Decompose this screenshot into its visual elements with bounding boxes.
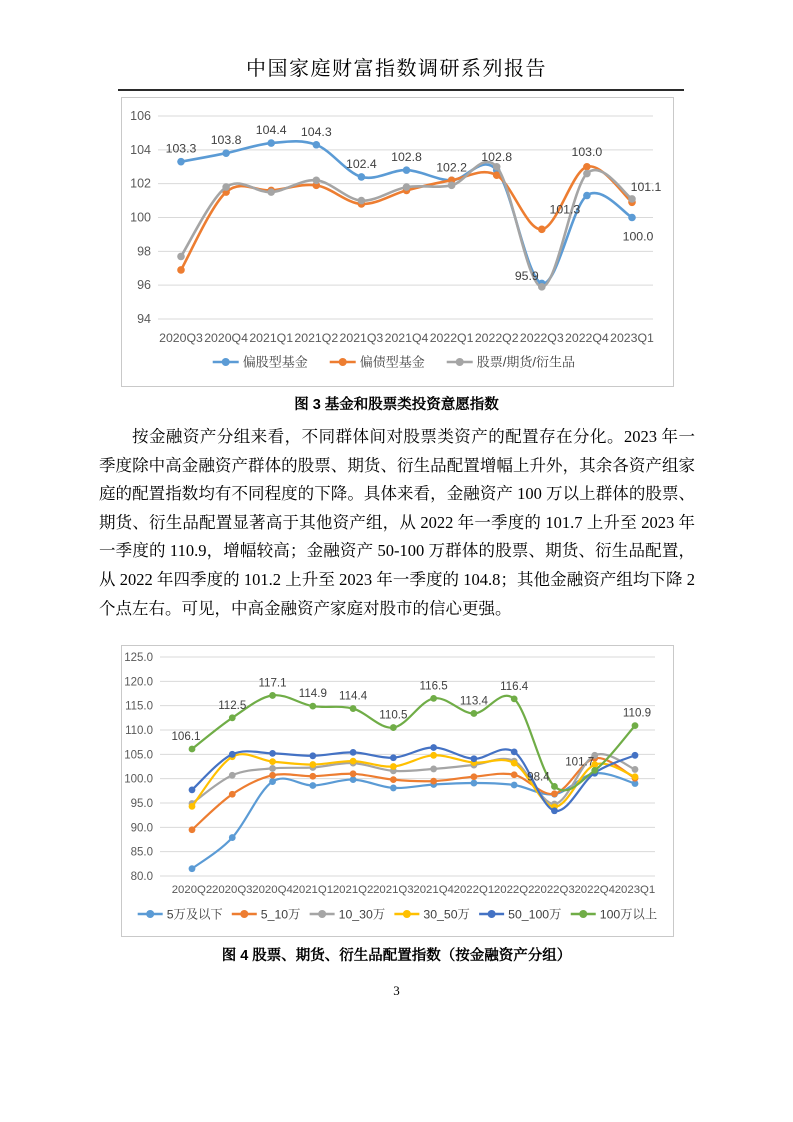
- data-point-100万以上: [269, 692, 276, 699]
- series-line-股票/期货/衍生品: [181, 162, 632, 287]
- x-tick-label: 2022Q3: [519, 331, 564, 345]
- data-point-股票/期货/衍生品: [538, 283, 546, 291]
- data-point-偏债型基金: [538, 226, 546, 234]
- data-point-偏股型基金: [222, 149, 230, 157]
- data-label: 117.1: [258, 676, 287, 690]
- data-point-5万及以下: [471, 780, 478, 787]
- data-point-30_50万: [511, 760, 518, 767]
- data-point-偏股型基金: [267, 139, 275, 147]
- data-point-5万及以下: [350, 776, 357, 783]
- data-label: 110.9: [622, 706, 652, 720]
- data-point-30_50万: [430, 752, 437, 759]
- data-point-5_10万: [269, 772, 276, 779]
- data-point-50_100万: [229, 751, 236, 758]
- data-point-偏股型基金: [403, 166, 411, 174]
- legend-label-偏债型基金: 偏债型基金: [359, 354, 425, 370]
- data-point-5_10万: [309, 773, 316, 780]
- data-point-50_100万: [511, 749, 518, 756]
- data-point-50_100万: [430, 744, 437, 751]
- legend-marker-dot: [403, 910, 411, 918]
- data-point-50_100万: [309, 752, 316, 759]
- data-point-30_50万: [632, 773, 639, 780]
- data-point-30_50万: [189, 803, 196, 810]
- legend-marker-dot: [240, 910, 248, 918]
- data-point-5_10万: [471, 773, 478, 780]
- series-line-100万以上: [192, 695, 635, 790]
- data-point-股票/期货/衍生品: [448, 182, 456, 190]
- data-point-10_30万: [632, 766, 639, 773]
- data-point-50_100万: [551, 807, 558, 814]
- data-point-50_100万: [350, 749, 357, 756]
- x-tick-label: 2021Q2: [294, 331, 339, 345]
- data-point-偏股型基金: [628, 214, 636, 222]
- x-tick-label: 2020Q3: [159, 331, 203, 345]
- series-line-5万及以下: [192, 773, 635, 869]
- data-label: 103.8: [210, 133, 242, 148]
- x-tick-label: 2021Q3: [339, 331, 384, 345]
- y-tick-label: 96: [137, 278, 151, 293]
- data-point-5_10万: [390, 776, 397, 783]
- x-tick-label: 2023Q1: [610, 331, 654, 345]
- data-point-股票/期货/衍生品: [222, 183, 230, 191]
- legend-label-股票/期货/衍生品: 股票/期货/衍生品: [476, 354, 575, 370]
- data-label: 101.7: [565, 755, 595, 769]
- y-tick-label: 102: [130, 176, 151, 191]
- figure3-line-chart: [122, 98, 673, 386]
- y-tick-label: 115.0: [125, 700, 153, 713]
- data-label: 104.3: [300, 124, 332, 139]
- data-point-5万及以下: [189, 865, 196, 872]
- x-tick-label: 2021Q1: [292, 884, 334, 896]
- data-label: 102.8: [391, 150, 422, 165]
- title-rule: [118, 89, 684, 91]
- legend-label-50_100万: 50_100万: [508, 907, 562, 922]
- data-point-偏债型基金: [177, 266, 185, 274]
- legend-marker-dot: [339, 358, 347, 366]
- legend-label-5万及以下: 5万及以下: [166, 907, 223, 922]
- x-tick-label: 2020Q4: [204, 331, 248, 345]
- data-point-30_50万: [269, 758, 276, 765]
- data-label: 104.4: [255, 123, 287, 138]
- legend-marker-dot: [579, 910, 587, 918]
- data-label: 116.5: [419, 679, 448, 693]
- legend-label-10_30万: 10_30万: [338, 907, 386, 922]
- x-tick-label: 2022Q2: [493, 884, 535, 896]
- y-tick-label: 95.0: [130, 798, 153, 810]
- y-tick-label: 80.0: [130, 871, 153, 883]
- data-label: 101.1: [630, 179, 662, 194]
- legend-marker-dot: [318, 910, 326, 918]
- figure4-chart: [121, 645, 674, 937]
- data-point-偏股型基金: [177, 158, 185, 166]
- data-label: 101.3: [549, 202, 581, 217]
- y-tick-label: 106: [130, 109, 151, 123]
- series-line-偏债型基金: [181, 166, 632, 270]
- data-point-50_100万: [269, 750, 276, 757]
- data-point-偏股型基金: [583, 192, 591, 200]
- data-point-50_100万: [189, 786, 196, 793]
- x-tick-label: 2023Q1: [614, 884, 656, 896]
- data-point-股票/期货/衍生品: [583, 170, 591, 178]
- data-point-5万及以下: [511, 782, 518, 789]
- data-point-10_30万: [269, 765, 276, 772]
- x-tick-label: 2020Q2: [171, 884, 213, 896]
- y-tick-label: 98: [137, 244, 151, 259]
- legend-marker-dot: [488, 910, 496, 918]
- y-tick-label: 90.0: [130, 822, 153, 835]
- document-title: 中国家庭财富指数调研系列报告: [246, 58, 547, 80]
- figure4-caption: 图 4 股票、期货、衍生品配置指数（按金融资产分组）: [221, 948, 572, 964]
- data-label: 100.0: [622, 229, 654, 244]
- legend-marker-dot: [222, 358, 230, 366]
- data-label: 113.4: [459, 694, 488, 708]
- x-tick-label: 2022Q4: [565, 331, 609, 345]
- data-label: 103.0: [571, 144, 603, 159]
- data-label: 102.4: [346, 156, 377, 171]
- x-tick-label: 2021Q4: [384, 331, 429, 345]
- x-tick-label: 2022Q1: [453, 884, 495, 896]
- y-tick-label: 110.0: [125, 725, 153, 737]
- data-point-100万以上: [551, 783, 558, 790]
- data-point-偏股型基金: [358, 173, 366, 181]
- data-point-5万及以下: [229, 834, 236, 841]
- data-point-100万以上: [471, 710, 478, 717]
- data-label: 110.5: [379, 708, 408, 722]
- data-label: 98.4: [527, 770, 550, 784]
- data-point-100万以上: [632, 722, 639, 729]
- data-point-5_10万: [229, 791, 236, 798]
- legend-marker-dot: [146, 910, 154, 918]
- data-point-30_50万: [309, 761, 316, 768]
- data-point-100万以上: [390, 724, 397, 731]
- page-number: 3: [393, 983, 400, 998]
- data-point-50_100万: [471, 755, 478, 762]
- x-tick-label: 2020Q4: [252, 884, 293, 896]
- data-label: 102.8: [481, 150, 513, 165]
- legend-label-偏股型基金: 偏股型基金: [242, 354, 308, 370]
- y-tick-label: 105.0: [124, 749, 153, 762]
- figure3-chart: [121, 97, 674, 387]
- data-label: 116.4: [500, 679, 529, 693]
- y-tick-label: 94: [137, 312, 151, 326]
- legend-marker-dot: [456, 358, 464, 366]
- data-point-股票/期货/衍生品: [177, 253, 185, 261]
- data-point-5_10万: [430, 778, 437, 785]
- y-tick-label: 100.0: [124, 773, 153, 786]
- x-tick-label: 2020Q3: [211, 884, 253, 896]
- data-point-100万以上: [350, 705, 357, 712]
- x-tick-label: 2021Q3: [373, 884, 414, 896]
- data-point-100万以上: [229, 714, 236, 721]
- y-tick-label: 104: [130, 142, 151, 157]
- y-tick-label: 85.0: [130, 846, 153, 859]
- data-point-5_10万: [189, 826, 196, 833]
- y-tick-label: 100: [130, 210, 151, 225]
- figure3-caption: 图 3 基金和股票类投资意愿指数: [294, 397, 499, 413]
- data-label: 102.2: [436, 160, 467, 175]
- x-tick-label: 2022Q1: [429, 331, 474, 345]
- data-point-100万以上: [430, 695, 437, 702]
- data-point-100万以上: [189, 746, 196, 753]
- x-tick-label: 2022Q4: [574, 884, 616, 896]
- data-point-5万及以下: [309, 782, 316, 789]
- body-paragraph: 按金融资产分组来看，不同群体间对股票类资产的配置存在分化。2023 年一季度除中高金融资产群体的股票、期货、衍生品配置增幅上升外，其余各资产组家庭的配置指数均有不同程度的下降。具体来看，金融资产 100 万以上群体的股票、期货、衍生品配置显著高于其他资产组，从 2022 年一季度的 101.7 上升至 2023 年一季度的 110.9，增幅较高；金融资产 50-100 万群体的股票、期货、衍生品配置，从 2022 年四季度的 101.2 上升至 2023 年一季度的 104.8；其他金融资产组均下降 2 个点左右。可见，中高金融资产家庭对股市的信心更强。: [99, 427, 695, 618]
- data-point-5_10万: [511, 771, 518, 778]
- data-point-30_50万: [350, 758, 357, 765]
- data-point-股票/期货/衍生品: [628, 195, 636, 203]
- legend-label-30_50万: 30_50万: [423, 907, 470, 922]
- data-label: 95.9: [514, 268, 539, 283]
- data-point-10_30万: [229, 772, 236, 779]
- data-label: 114.9: [298, 687, 327, 701]
- legend-label-5_10万: 5_10万: [260, 907, 301, 922]
- data-point-100万以上: [309, 703, 316, 710]
- data-point-偏股型基金: [313, 141, 321, 149]
- data-point-10_30万: [430, 766, 437, 773]
- x-tick-label: 2022Q2: [474, 331, 519, 345]
- data-point-100万以上: [511, 695, 518, 702]
- data-point-5万及以下: [269, 778, 276, 785]
- data-label: 103.3: [165, 141, 197, 156]
- data-point-30_50万: [390, 763, 397, 770]
- data-point-50_100万: [390, 754, 397, 761]
- figure4-line-chart: [122, 646, 673, 936]
- data-point-股票/期货/衍生品: [313, 176, 321, 184]
- data-point-股票/期货/衍生品: [403, 183, 411, 191]
- y-tick-label: 125.0: [124, 652, 153, 664]
- data-point-股票/期货/衍生品: [358, 197, 366, 205]
- data-point-50_100万: [632, 752, 639, 759]
- y-tick-label: 120.0: [124, 676, 153, 689]
- x-tick-label: 2021Q4: [413, 884, 454, 896]
- data-point-5万及以下: [390, 785, 397, 792]
- data-label: 106.1: [171, 729, 201, 743]
- data-point-5_10万: [350, 770, 357, 777]
- data-point-股票/期货/衍生品: [267, 188, 275, 196]
- data-label: 112.5: [218, 698, 247, 712]
- x-tick-label: 2022Q3: [534, 884, 575, 896]
- data-point-偏债型基金: [583, 163, 591, 171]
- legend-label-100万以上: 100万以上: [599, 907, 658, 922]
- x-tick-label: 2021Q1: [249, 331, 294, 345]
- data-point-5_10万: [551, 790, 558, 797]
- x-tick-label: 2021Q2: [332, 884, 374, 896]
- data-label: 114.4: [339, 689, 368, 703]
